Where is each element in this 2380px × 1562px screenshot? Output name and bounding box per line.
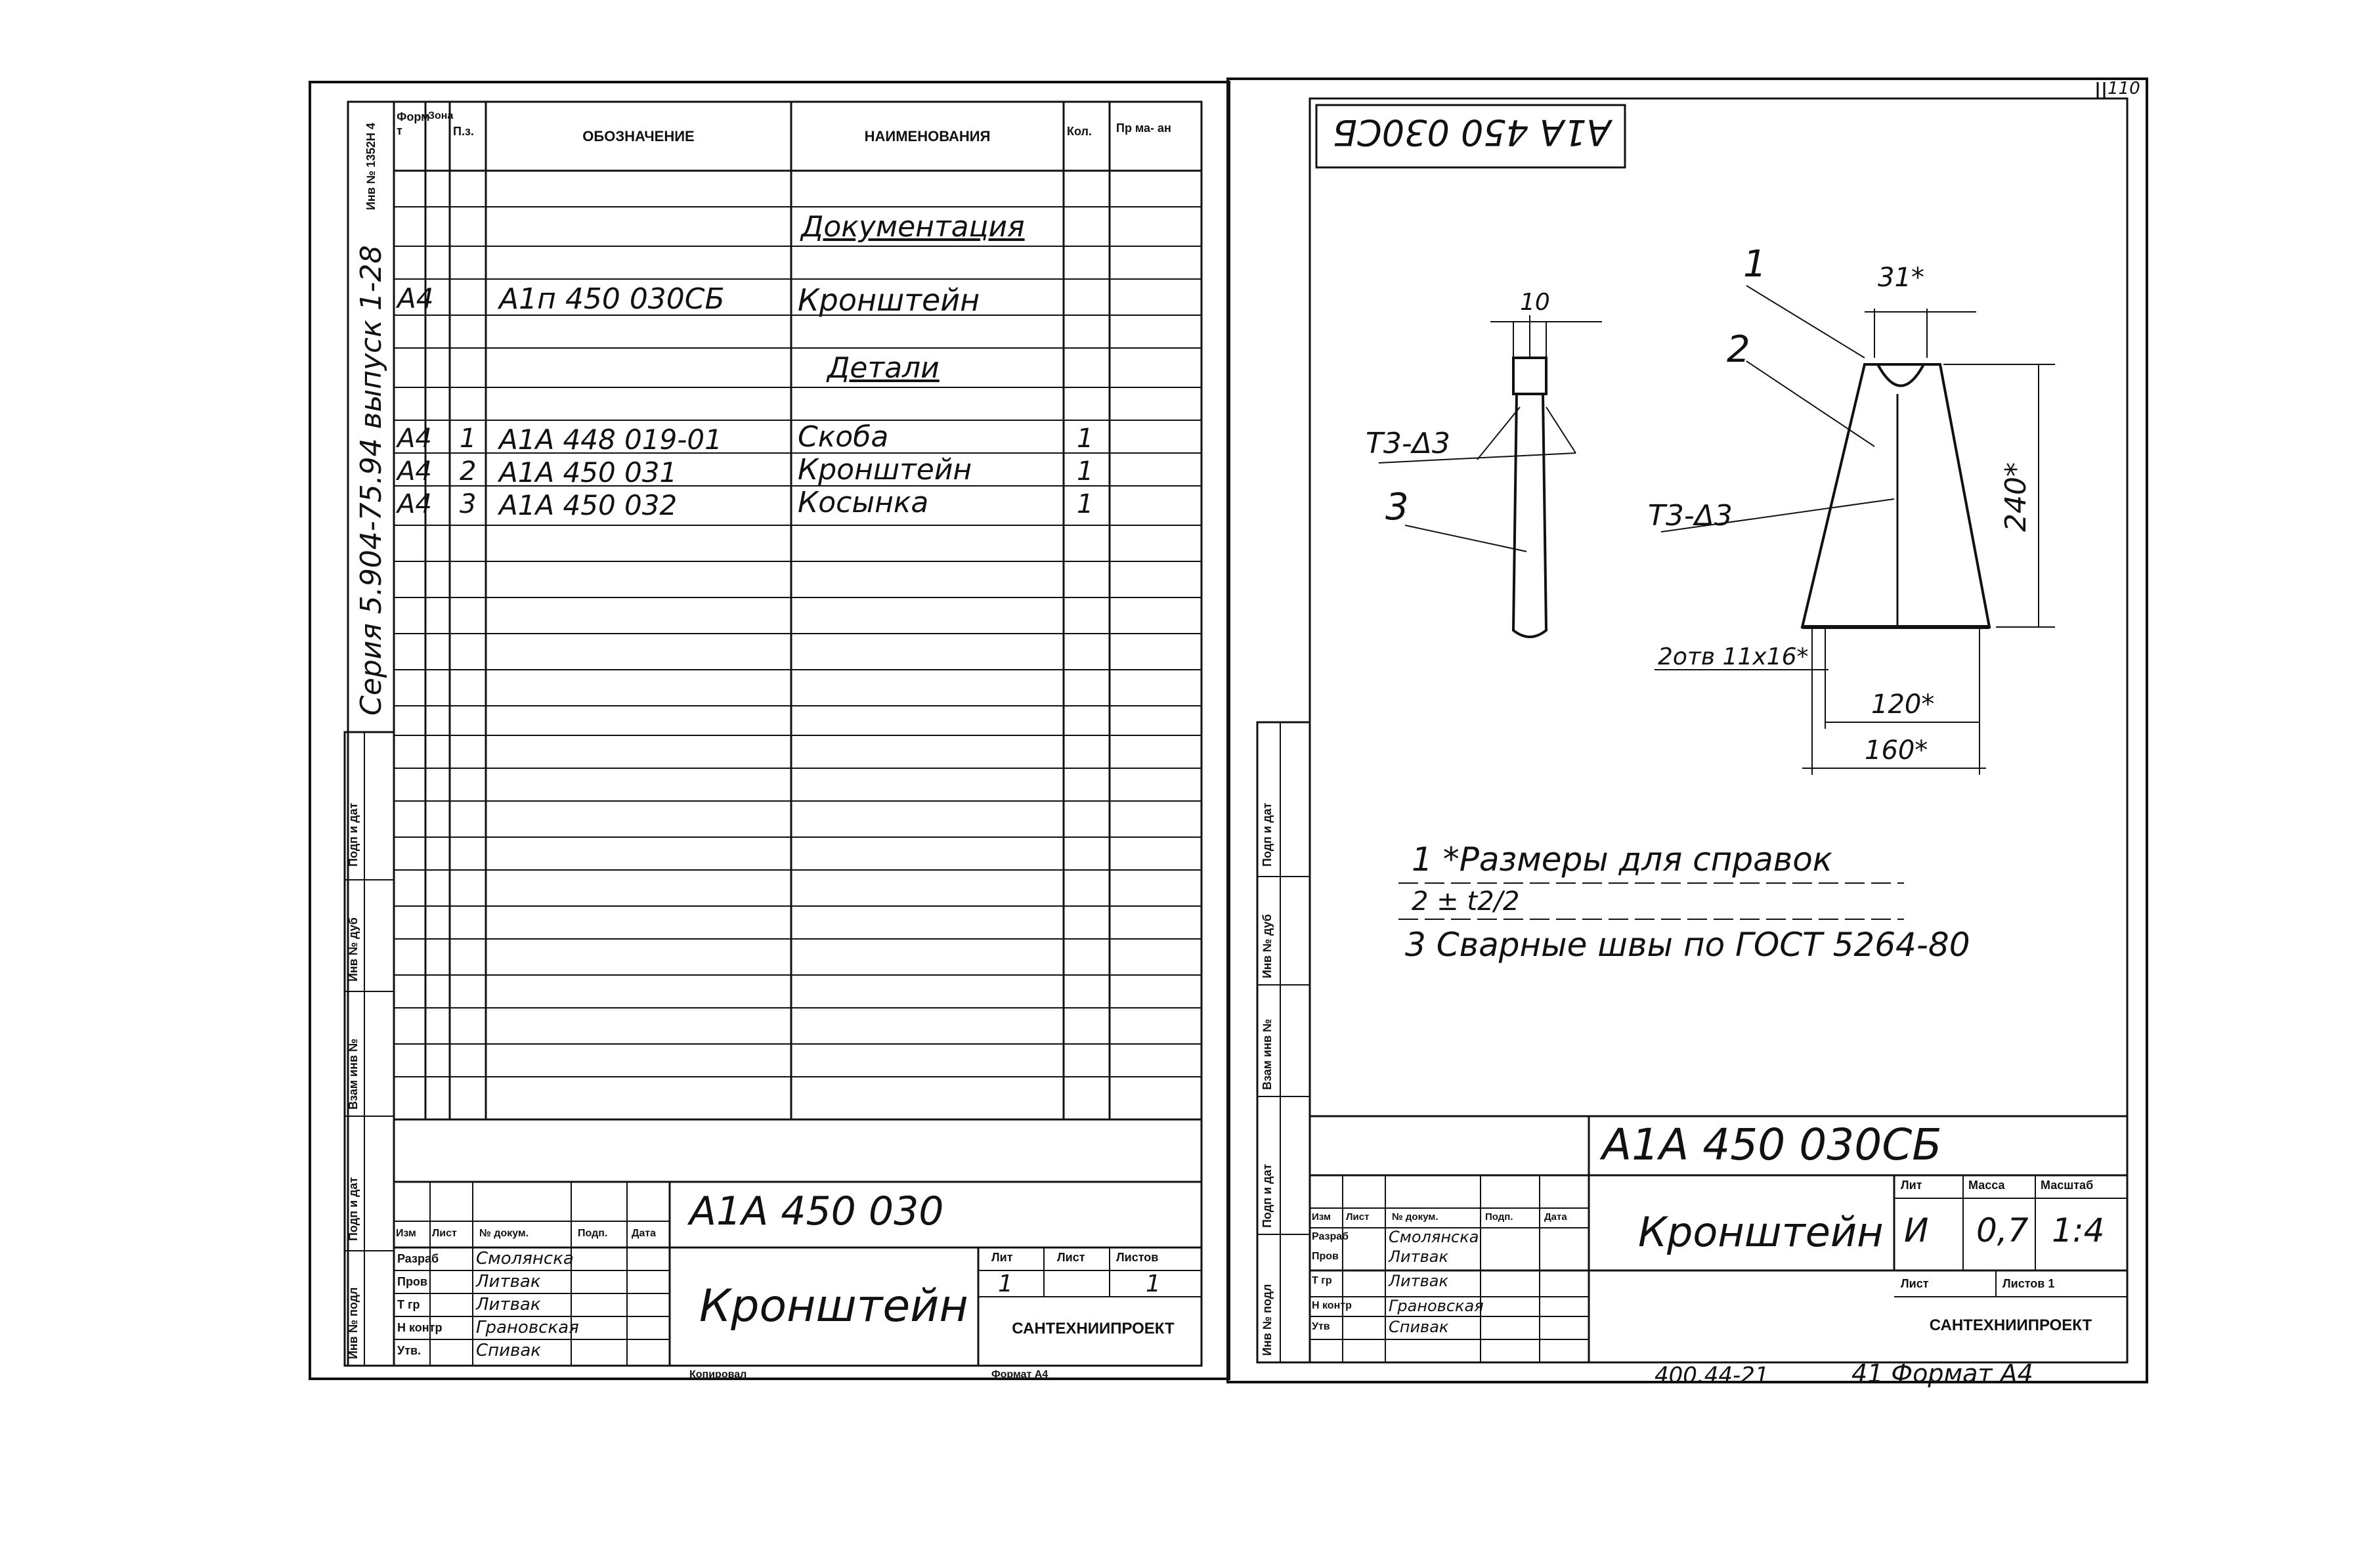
left-footer-copy: Копировал: [689, 1369, 747, 1380]
note-3: 3 Сварные швы по ГОСТ 5264-80: [1405, 926, 1970, 964]
dim-120: 120*: [1871, 689, 1935, 720]
series-vertical: Серия 5.904-75.94 выпуск 1-28: [355, 245, 388, 716]
row-details-name: Детали: [827, 351, 940, 385]
left-tb-name-5: Спивак: [476, 1341, 542, 1360]
label-pos2: 2: [1727, 328, 1750, 371]
header-format: Форм т: [397, 110, 430, 137]
label-weld-left: Т3-Δ3: [1366, 427, 1450, 460]
left-footer-format: Формат А4: [991, 1369, 1049, 1380]
dim-holes: 2отв 11х16*: [1658, 643, 1809, 670]
left-tb-sheets-label: Листов: [1116, 1251, 1159, 1264]
right-side-label-1: Подп и дат: [1261, 802, 1274, 867]
left-sheet-frame: [348, 102, 1201, 1366]
label-weld-right: Т3-Δ3: [1648, 499, 1733, 532]
right-tb-head-1: Изм: [1312, 1211, 1331, 1223]
row-4-pos: 2: [460, 456, 477, 487]
right-tb-head-2: Лист: [1346, 1211, 1370, 1223]
row-documentation-name: Документация: [801, 210, 1025, 244]
right-tb-name-4: Грановская: [1389, 1297, 1484, 1315]
right-tb-role-2: Пров: [1312, 1251, 1339, 1262]
right-tb-name-5: Спивак: [1389, 1318, 1449, 1336]
dim-240: 240*: [1999, 462, 2033, 532]
right-side-label-3: Взам инв №: [1261, 1018, 1274, 1090]
header-note: Пр ма- ан: [1116, 121, 1171, 135]
dim-160: 160*: [1865, 735, 1928, 766]
row-5-designation: А1А 450 032: [499, 489, 678, 521]
header-zone: Зона: [428, 110, 454, 121]
left-tb-name-2: Литвак: [476, 1272, 541, 1291]
dim-31: 31*: [1878, 263, 1924, 293]
left-tb-head-5: Дата: [632, 1228, 657, 1239]
right-tb-sheet-label: Лист: [1901, 1277, 1929, 1290]
right-tb-lit-label: Лит: [1901, 1179, 1922, 1192]
right-side-label-5: Инв № подл: [1261, 1284, 1274, 1356]
right-footer-format: 41 Формат А4: [1851, 1359, 2033, 1388]
right-tb-head-4: Подп.: [1485, 1211, 1513, 1223]
left-tb-name-3: Литвак: [476, 1295, 541, 1314]
left-side-label-3: Взам инв №: [347, 1038, 360, 1110]
right-sheet-frame: [1310, 98, 2127, 1362]
right-tb-name-3: Литвак: [1389, 1272, 1448, 1290]
right-tb-scale-label: Масштаб: [2041, 1179, 2094, 1192]
right-tb-mass-label: Масса: [1968, 1179, 2005, 1192]
row-3-qty: 1: [1077, 423, 1094, 454]
row-3-pos: 1: [460, 423, 477, 454]
right-side-label-4: Подп и дат: [1261, 1163, 1274, 1228]
left-tb-designation: А1А 450 030: [689, 1188, 944, 1234]
top-right-number: 110: [2108, 79, 2140, 98]
row-4-format: А4: [397, 456, 432, 487]
row-4-designation: А1А 450 031: [499, 456, 678, 488]
right-tb-role-3: Т гр: [1312, 1275, 1332, 1286]
label-pos1: 1: [1743, 243, 1767, 286]
row-5-format: А4: [397, 489, 432, 519]
left-tb-head-1: Изм: [396, 1228, 416, 1239]
inv-stamp: Инв № 1352Н 4: [364, 123, 378, 210]
left-tb-role-1: Разраб: [397, 1252, 439, 1265]
right-tb-designation: А1А 450 030СБ: [1602, 1119, 1942, 1170]
header-qty: Кол.: [1067, 125, 1092, 138]
right-tb-title: Кронштейн: [1638, 1208, 1884, 1256]
left-tb-role-4: Н контр: [397, 1321, 443, 1334]
row-1-format: А4: [397, 282, 434, 315]
right-tb-role-4: Н контр: [1312, 1300, 1352, 1311]
right-tb-name-2: Литвак: [1389, 1247, 1448, 1266]
left-tb-head-4: Подп.: [578, 1228, 608, 1239]
row-4-name: Кронштейн: [798, 453, 972, 487]
right-tb-org: САНТЕХНИИПРОЕКТ: [1929, 1316, 2092, 1334]
row-4-qty: 1: [1077, 456, 1094, 487]
left-tb-lit-value: 1: [998, 1270, 1013, 1297]
left-tb-name-1: Смолянска: [476, 1249, 574, 1269]
row-1-designation: А1п 450 030СБ: [499, 282, 725, 316]
right-tb-scale-value: 1:4: [2052, 1211, 2105, 1249]
header-name: НАИМЕНОВАНИЯ: [864, 128, 991, 144]
right-sheet-border: [1228, 79, 2147, 1382]
row-5-name: Косынка: [798, 486, 929, 519]
header-pos: П.з.: [453, 125, 474, 138]
left-tb-head-2: Лист: [432, 1228, 457, 1239]
right-tb-name-1: Смолянска: [1389, 1228, 1479, 1246]
right-tb-role-1: Разраб: [1312, 1231, 1349, 1242]
note-2: 2 ± t2/2: [1412, 886, 1520, 917]
row-5-qty: 1: [1077, 489, 1094, 519]
left-side-label-1: Подп и дат: [347, 802, 360, 867]
right-tb-role-5: Утв: [1312, 1321, 1330, 1332]
right-tb-mass-value: 0,7: [1976, 1211, 2029, 1249]
right-tb-sheets-label: Листов 1: [2002, 1277, 2055, 1290]
row-3-name: Скоба: [798, 420, 889, 454]
upside-code: А1А 450 030СБ: [1333, 112, 1611, 153]
right-tb-lit-value: И: [1904, 1211, 1929, 1249]
row-5-pos: 3: [460, 489, 477, 519]
left-tb-sheet-label: Лист: [1057, 1251, 1085, 1264]
right-tb-head-5: Дата: [1544, 1211, 1567, 1223]
note-1: 1 *Размеры для справок: [1412, 840, 1832, 879]
row-1-name: Кронштейн: [798, 282, 980, 318]
left-side-label-4: Подп и дат: [347, 1177, 360, 1241]
right-tb-head-3: № докум.: [1392, 1211, 1439, 1223]
left-tb-name-4: Грановская: [476, 1318, 579, 1337]
left-tb-org: САНТЕХНИИПРОЕКТ: [1012, 1320, 1175, 1337]
left-tb-head-3: № докум.: [479, 1228, 529, 1239]
left-tb-lit-label: Лит: [991, 1251, 1013, 1264]
right-footer-copy: 400.44-21: [1655, 1362, 1769, 1389]
dim-10: 10: [1520, 289, 1550, 316]
label-pos3: 3: [1385, 486, 1409, 529]
row-3-format: А4: [397, 423, 432, 454]
right-side-label-2: Инв № дуб: [1261, 914, 1274, 978]
left-side-label-2: Инв № дуб: [347, 917, 360, 982]
left-sheet-border: [310, 82, 1229, 1379]
left-tb-role-2: Пров: [397, 1275, 427, 1288]
row-3-designation: А1А 448 019-01: [499, 423, 722, 456]
left-side-label-5: Инв № подл: [347, 1287, 360, 1359]
header-designation: ОБОЗНАЧЕНИЕ: [582, 128, 695, 144]
left-tb-title: Кронштейн: [699, 1280, 968, 1332]
left-tb-role-5: Утв.: [397, 1344, 422, 1357]
left-tb-role-3: Т гр: [397, 1298, 420, 1311]
left-tb-sheets-value: 1: [1146, 1270, 1161, 1297]
